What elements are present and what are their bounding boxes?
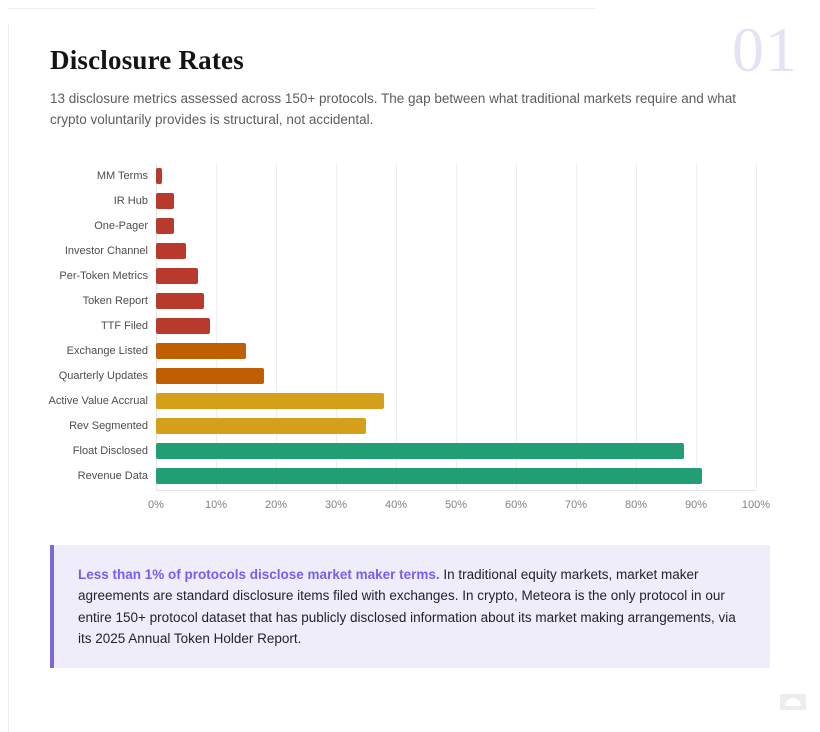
bar-ttf-filed bbox=[156, 318, 210, 334]
x-tick-label: 10% bbox=[204, 498, 228, 511]
x-tick-label: 30% bbox=[324, 498, 348, 511]
y-axis-label: IR Hub bbox=[113, 195, 148, 208]
x-tick-label: 70% bbox=[564, 498, 588, 511]
y-axis-label: TTF Filed bbox=[100, 320, 148, 333]
bar-float-disclosed bbox=[156, 443, 684, 459]
bar-track bbox=[156, 414, 756, 439]
bar-token-report bbox=[156, 293, 204, 309]
bar-track bbox=[156, 364, 756, 389]
bar-revenue-data bbox=[156, 468, 702, 484]
chart-row bbox=[50, 264, 770, 289]
chart-row bbox=[50, 164, 770, 189]
bar-quarterly-updates bbox=[156, 368, 264, 384]
bar-track bbox=[156, 189, 756, 214]
x-tick-label: 50% bbox=[444, 498, 468, 511]
bar-track bbox=[156, 439, 756, 464]
bar-track bbox=[156, 239, 756, 264]
y-axis-label: Per-Token Metrics bbox=[59, 270, 148, 283]
bar-track bbox=[156, 164, 756, 189]
chart-row bbox=[50, 339, 770, 364]
bar-mm-terms bbox=[156, 168, 162, 184]
window-edge-top bbox=[8, 8, 596, 9]
page-title: Disclosure Rates bbox=[50, 45, 244, 75]
y-axis-label: One-Pager bbox=[94, 220, 148, 233]
bar-track bbox=[156, 339, 756, 364]
chart-row bbox=[50, 364, 770, 389]
chart-row bbox=[50, 389, 770, 414]
y-axis-label: Revenue Data bbox=[77, 470, 148, 483]
x-tick-label: 40% bbox=[384, 498, 408, 511]
x-tick-label: 60% bbox=[504, 498, 528, 511]
x-tick-label: 20% bbox=[264, 498, 288, 511]
bar-per-token-metrics bbox=[156, 268, 198, 284]
x-tick-label: 100% bbox=[741, 498, 771, 511]
callout-highlight: Less than 1% of protocols disclose market maker terms. bbox=[78, 566, 440, 582]
y-axis-label: MM Terms bbox=[96, 170, 148, 183]
bar-exchange-listed bbox=[156, 343, 246, 359]
callout-box bbox=[50, 545, 770, 668]
callout-text bbox=[78, 564, 744, 649]
x-tick-label: 80% bbox=[624, 498, 648, 511]
chart-row bbox=[50, 314, 770, 339]
arch-icon bbox=[785, 698, 801, 706]
bar-track bbox=[156, 389, 756, 414]
bar-track bbox=[156, 314, 756, 339]
bar-active-value-accrual bbox=[156, 393, 384, 409]
bar-investor-channel bbox=[156, 243, 186, 259]
x-tick-label: 0% bbox=[148, 498, 164, 511]
y-axis-label: Active Value Accrual bbox=[48, 395, 148, 408]
x-axis bbox=[148, 495, 771, 517]
disclosure-rates-bar-chart bbox=[50, 164, 770, 517]
y-axis-label: Exchange Listed bbox=[66, 345, 148, 358]
chart-row bbox=[50, 289, 770, 314]
y-axis-label: Float Disclosed bbox=[72, 445, 148, 458]
chart-row bbox=[50, 439, 770, 464]
page-subtitle: 13 disclosure metrics assessed across 150+ protocols. The gap between what traditional markets require and what crypto voluntarily provides is structural, not accidental. bbox=[50, 91, 736, 127]
chart-rows bbox=[50, 164, 770, 489]
bar-track bbox=[156, 214, 756, 239]
callout-body: In traditional equity markets, market maker agreements are standard disclosure items filed with exchanges. In crypto, Meteora is the only protocol in our entire 150+ protocol dataset that has publicly disclosed information about its market making arrangements, via its 2025 Annual Token Holder Report. bbox=[78, 566, 736, 646]
x-tick-label: 90% bbox=[684, 498, 708, 511]
y-axis-label: Token Report bbox=[82, 295, 148, 308]
bar-one-pager bbox=[156, 218, 174, 234]
bar-track bbox=[156, 264, 756, 289]
chart-row bbox=[50, 414, 770, 439]
bar-ir-hub bbox=[156, 193, 174, 209]
section-number: 01 bbox=[732, 14, 798, 85]
y-axis-label: Quarterly Updates bbox=[58, 370, 148, 383]
arch-icon-base bbox=[780, 710, 806, 720]
y-axis-label: Investor Channel bbox=[64, 245, 148, 258]
chart-row bbox=[50, 464, 770, 489]
chart-row bbox=[50, 239, 770, 264]
chart-row bbox=[50, 189, 770, 214]
scroll-top-button[interactable] bbox=[780, 694, 806, 720]
bar-track bbox=[156, 464, 756, 489]
bar-rev-segmented bbox=[156, 418, 366, 434]
y-axis-label: Rev Segmented bbox=[69, 420, 148, 433]
chart-row bbox=[50, 214, 770, 239]
content-area bbox=[50, 45, 770, 668]
bar-track bbox=[156, 289, 756, 314]
window-edge-left bbox=[8, 24, 9, 732]
